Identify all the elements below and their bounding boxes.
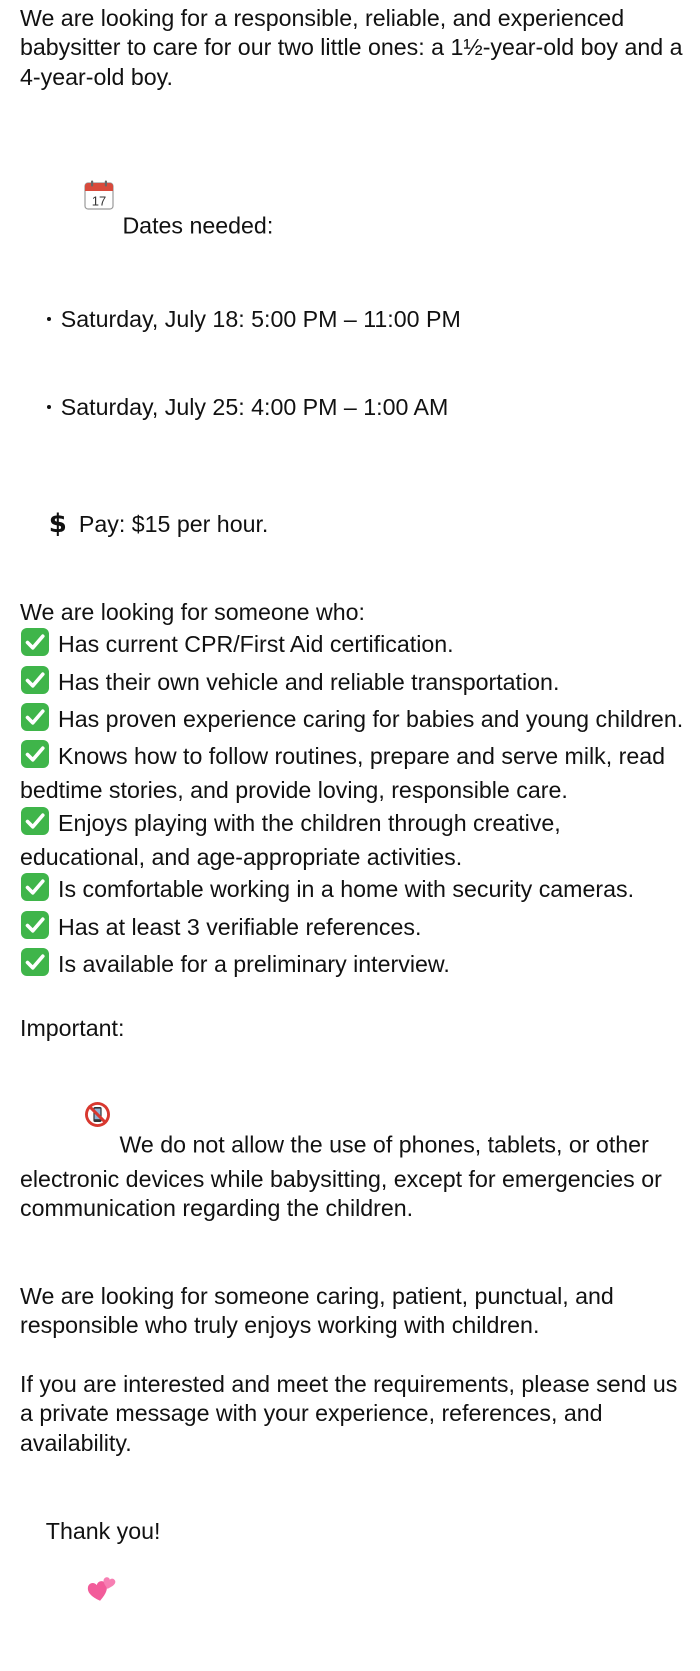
date-text: Saturday, July 25: 4:00 PM – 1:00 AM: [60, 393, 449, 420]
date-text: Saturday, July 18: 5:00 PM – 11:00 PM: [60, 305, 461, 332]
requirement-text: Knows how to follow routines, prepare and serve milk, read bedtime stories, and provide loving, responsible care.: [20, 743, 672, 804]
spacer: [20, 984, 690, 1013]
date-item: [20, 364, 690, 452]
requirement-text: Has proven experience caring for babies and young children.: [58, 705, 684, 732]
requirement-text: Has at least 3 verifiable references.: [58, 913, 422, 940]
requirement-item: [20, 806, 690, 873]
spacer: [20, 569, 690, 598]
dollar-sign-icon: $: [48, 509, 67, 540]
requirement-text: Enjoys playing with the children through creative, educational, and age-appropriate activities.: [20, 809, 568, 871]
dates-heading-row: [20, 121, 690, 275]
requirement-item: [20, 665, 690, 702]
requirement-text: Is available for a preliminary interview.: [58, 950, 450, 977]
important-note-text: We do not allow the use of phones, tablets, or other electronic devices while babysitting, except for emergencies or communication regarding the children.: [20, 1131, 669, 1222]
post-body: [20, 4, 690, 1671]
spacer: [20, 1253, 690, 1282]
thanks-text: Thank you!: [45, 1517, 161, 1544]
requirement-text: Is comfortable working in a home with security cameras.: [58, 876, 635, 903]
requirement-item: [20, 872, 690, 909]
requirement-text: Has their own vehicle and reliable transportation.: [58, 668, 560, 695]
no-phones-icon: [46, 1072, 112, 1165]
important-heading: Important:: [20, 1014, 125, 1041]
check-mark-icon: [20, 702, 50, 739]
requirements-heading: We are looking for someone who:: [20, 598, 365, 625]
calendar-icon: [46, 150, 115, 246]
requirement-item: [20, 702, 690, 739]
important-note-row: [20, 1043, 690, 1253]
check-mark-icon: [20, 739, 50, 776]
check-mark-icon: [20, 806, 50, 843]
bullet-icon: [47, 317, 51, 321]
requirement-item: [20, 739, 690, 806]
check-mark-icon: [20, 947, 50, 984]
check-mark-icon: [20, 910, 50, 947]
check-mark-icon: [20, 627, 50, 664]
dates-heading: Dates needed:: [122, 213, 274, 240]
closing-paragraph: If you are interested and meet the requirements, please send us a private message with your experience, references, and availability.: [20, 1371, 684, 1456]
spacer: [20, 1458, 690, 1487]
pay-row: [20, 481, 690, 569]
requirement-text: Has current CPR/First Aid certification.: [58, 631, 454, 658]
requirements-list: [20, 627, 690, 984]
intro-paragraph: We are looking for a responsible, reliable, and experienced babysitter to care for our two little ones: a 1½-year-old boy and a 4-year-old boy.: [20, 5, 689, 90]
spacer: [20, 92, 690, 121]
pay-text: Pay: $15 per hour.: [78, 511, 269, 538]
thanks-row: [20, 1487, 690, 1671]
calendar-day-text: 17: [92, 193, 107, 209]
bullet-icon: [47, 405, 51, 409]
two-hearts-icon: [48, 1546, 119, 1642]
check-mark-icon: [20, 872, 50, 909]
requirement-item: [20, 627, 690, 664]
requirement-item: [20, 947, 690, 984]
requirement-item: [20, 910, 690, 947]
closing-paragraph: We are looking for someone caring, patient, punctual, and responsible who truly enjoys working with children.: [20, 1283, 621, 1339]
spacer: [20, 451, 690, 480]
spacer: [20, 1341, 690, 1370]
check-mark-icon: [20, 665, 50, 702]
date-item: [20, 276, 690, 364]
